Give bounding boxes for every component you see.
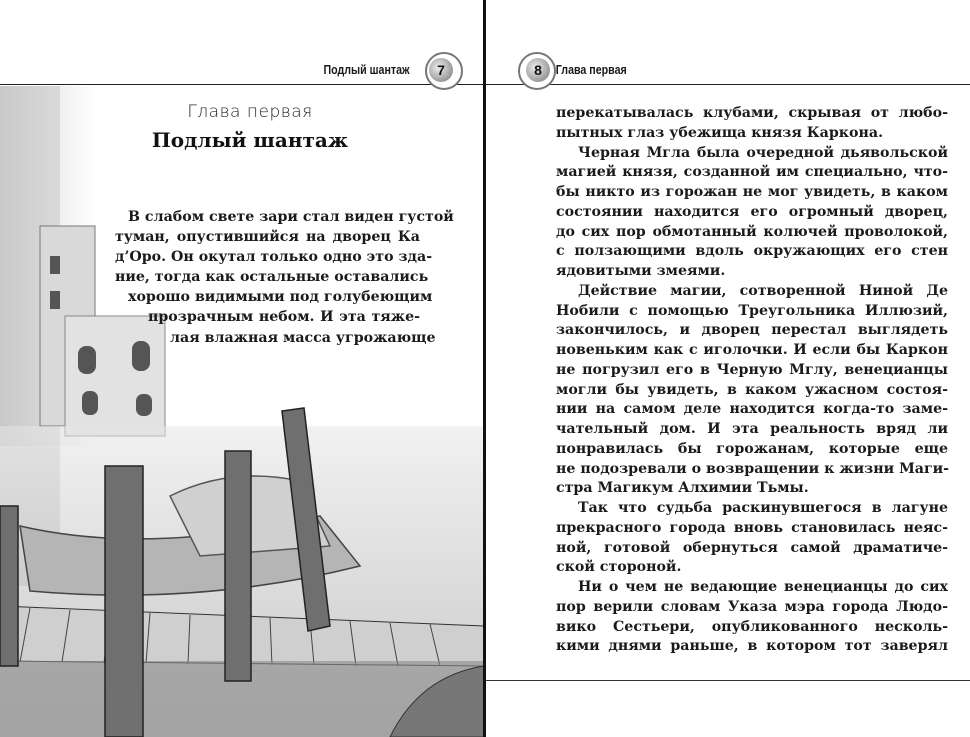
right-page xyxy=(486,0,970,737)
text-line: Черная Мгла была очередной дьявольской xyxy=(578,144,948,161)
text-line: до сих пор обмотанный колючей проволокой, xyxy=(556,223,948,240)
text-line: Ни о чем не ведающие венецианцы до сих xyxy=(578,579,948,595)
text-line: не подозревали о возвращении к жизни Маги- xyxy=(556,460,950,477)
text-line: нии на самом деле находится когда-то заме- xyxy=(556,401,948,418)
text-line: ядовитыми змеями. xyxy=(556,263,726,279)
text-line: состоянии находится его огромный дворец, xyxy=(556,203,948,220)
text-line: стра Магикум Алхимии Тьмы. xyxy=(556,480,809,497)
text-line: не погрузил его в Черную Мглу, венецианцы xyxy=(556,361,948,378)
text-line: чательный дом. И эта реальность вряд ли xyxy=(556,421,948,437)
text-line: бы никто из горожан не мог увидеть, в каком xyxy=(556,184,948,200)
text-line: ской стороной. xyxy=(556,559,682,576)
text-line: прекрасного города вновь становилась неяс- xyxy=(556,519,948,536)
body-text xyxy=(556,104,948,657)
header-rule xyxy=(0,84,484,85)
text-line: ной, готовой обернуться самой драматиче- xyxy=(556,539,948,556)
text-line: туман, опустившийся на дворец Ка xyxy=(115,229,420,246)
body-text xyxy=(0,207,484,348)
footer-rule xyxy=(486,680,970,681)
text-line: пытных глаз убежища князя Каркона. xyxy=(556,124,884,141)
page-number-badge xyxy=(518,52,556,90)
text-line: новеньким как с иголочки. И если бы Каркон xyxy=(556,342,948,358)
text-line: перекатывалась клубами, скрывая от любо- xyxy=(556,105,948,121)
text-line: прозрачным небом. И эта тяже- xyxy=(148,309,420,326)
text-line: Так что судьба раскинувшегося в лагуне xyxy=(578,500,948,516)
text-line: магией князя, созданной им специально, что- xyxy=(556,164,948,181)
text-line: ние, тогда как остальные оставались xyxy=(115,269,429,286)
text-line: хорошо видимыми под голубеющим xyxy=(128,289,433,306)
text-line: вико Сестьери, опубликованного несколь- xyxy=(556,618,948,635)
text-line: лая влажная масса угрожающе xyxy=(170,329,436,346)
page-number: 7 xyxy=(429,58,453,82)
text-line: В слабом свете зари стал виден густой xyxy=(128,209,454,225)
text-line: с ползающими вдоль окружающих его стен xyxy=(556,243,948,260)
page-number: 8 xyxy=(526,58,550,82)
running-head: Подлый шантаж xyxy=(323,62,410,77)
text-line: Нобили с помощью Треугольника Иллюзий, xyxy=(556,302,948,319)
chapter-title: Подлый шантаж xyxy=(151,128,349,152)
text-line: пор верили словам Указа мэра города Людо- xyxy=(556,598,948,615)
left-page xyxy=(0,0,484,737)
text-line: кими днями раньше, в котором тот заверял xyxy=(556,638,948,655)
text-line: закончилось, и дворец перестал выглядеть xyxy=(556,322,948,339)
text-line: могли бы увидеть, в каком ужасном состоя- xyxy=(556,381,948,398)
header-rule xyxy=(486,84,970,85)
chapter-label: Глава первая xyxy=(187,102,313,122)
text-line: понравилась бы горожанам, которые еще xyxy=(556,440,948,457)
running-head: Глава первая xyxy=(555,62,627,77)
venice-dock-illustration xyxy=(0,86,484,737)
page-number-badge xyxy=(425,52,463,90)
text-line: Действие магии, сотворенной Ниной Де xyxy=(578,282,948,299)
text-line: д’Оро. Он окутал только одно это зда- xyxy=(115,249,433,266)
